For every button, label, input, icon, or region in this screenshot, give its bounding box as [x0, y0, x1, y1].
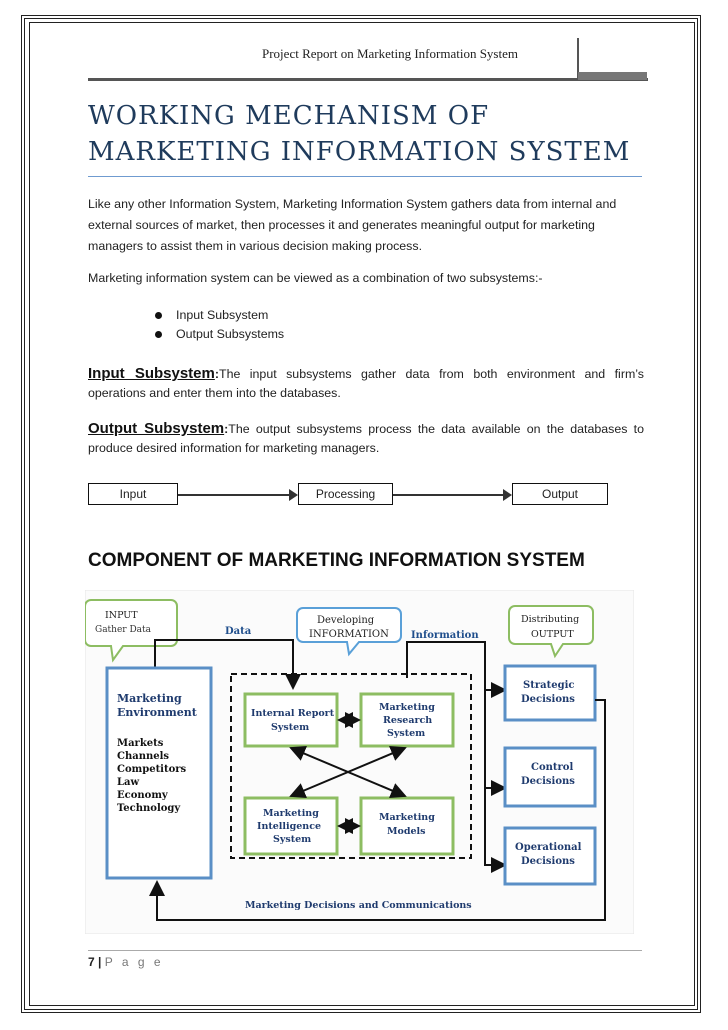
svg-text:Technology: Technology	[117, 803, 181, 814]
svg-text:Economy: Economy	[117, 790, 168, 801]
flow-input-box: Input	[88, 483, 178, 505]
svg-text:Operational: Operational	[515, 842, 582, 853]
list-item: Output Subsystems	[155, 325, 284, 344]
svg-text:System: System	[273, 834, 312, 845]
svg-text:Law: Law	[117, 777, 140, 788]
svg-text:INPUT: INPUT	[105, 610, 138, 621]
running-header: Project Report on Marketing Information System	[262, 46, 518, 61]
mis-component-diagram	[85, 590, 634, 934]
svg-text:System: System	[271, 722, 310, 733]
output-subsystem-text: The output subsystems process the data available on the databases to produce desired information for marketing managers.	[88, 422, 644, 455]
page-title	[88, 98, 648, 170]
svg-text:Marketing: Marketing	[379, 702, 435, 713]
decisions-communications-label: Marketing Decisions and Communications	[245, 900, 472, 911]
output-subsystem-paragraph: Output Subsystem:The output subsystems process the data available on the databases to produce desired information for marketing managers.	[88, 420, 644, 455]
output-subsystem-heading: Output Subsystem	[88, 420, 225, 437]
svg-text:Markets: Markets	[117, 738, 164, 749]
svg-text:Strategic: Strategic	[523, 680, 575, 691]
control-decisions-box	[505, 748, 595, 806]
svg-text:Decisions: Decisions	[521, 694, 575, 705]
svg-text:Gather Data: Gather Data	[95, 625, 152, 635]
component-heading: COMPONENT OF MARKETING INFORMATION SYSTEM	[88, 550, 585, 571]
page-label: P a g e	[104, 955, 164, 969]
svg-text:Distributing: Distributing	[521, 614, 580, 625]
list-item: Input Subsystem	[155, 306, 284, 325]
svg-text:Marketing: Marketing	[263, 808, 319, 819]
svg-text:Environment: Environment	[117, 706, 197, 719]
page-footer	[88, 955, 164, 969]
marketing-research-system-box	[361, 694, 453, 746]
subsystem-list	[155, 306, 284, 344]
svg-text:Intelligence: Intelligence	[257, 821, 322, 832]
svg-text:Decisions: Decisions	[521, 776, 575, 787]
flow-arrow-1	[178, 494, 296, 496]
input-subsystem-paragraph: Input Subsystem:The input subsystems gather data from both environment and firm’s operations and enter them into the databases.	[88, 365, 644, 400]
svg-text:Channels: Channels	[117, 751, 170, 762]
title-line-1: WORKING MECHANISM OF	[88, 101, 490, 131]
information-label: Information	[411, 630, 479, 641]
svg-text:Research: Research	[383, 715, 433, 726]
footer-rule	[88, 950, 642, 951]
svg-text:INFORMATION: INFORMATION	[309, 629, 389, 640]
svg-text:OUTPUT: OUTPUT	[531, 629, 574, 640]
footer-separator: |	[98, 955, 102, 969]
header-rule-accent	[578, 72, 647, 80]
page-number: 7	[88, 955, 95, 969]
svg-text:Developing: Developing	[317, 615, 375, 626]
flow-output-box: Output	[512, 483, 608, 505]
flow-arrow-2	[393, 494, 510, 496]
flow-processing-box: Processing	[298, 483, 393, 505]
svg-text:Competitors: Competitors	[117, 764, 187, 775]
operational-decisions-box	[505, 828, 595, 884]
input-subsystem-text: The input subsystems gather data from both environment and firm’s operations and enter them into the databases.	[88, 367, 644, 400]
svg-text:Marketing: Marketing	[379, 812, 435, 823]
svg-text:Decisions: Decisions	[521, 856, 575, 867]
marketing-environment-box	[107, 668, 211, 878]
svg-text:Control: Control	[531, 762, 574, 773]
title-line-2: MARKETING INFORMATION SYSTEM	[88, 137, 631, 167]
strategic-decisions-box	[505, 666, 595, 720]
svg-text:Internal Report: Internal Report	[251, 708, 335, 719]
header-rule	[88, 78, 648, 81]
svg-text:Marketing: Marketing	[117, 692, 182, 705]
marketing-intelligence-system-box	[245, 798, 337, 854]
bullet-icon	[155, 331, 162, 338]
data-label: Data	[225, 626, 252, 637]
intro-paragraph: Like any other Information System, Marketing Information System gathers data from internal and external sources of market, then processes it and generates meaningful output for marketing managers to assist them in various decision making process.	[88, 197, 617, 253]
title-rule	[88, 176, 642, 177]
bullet-icon	[155, 312, 162, 319]
combination-paragraph: Marketing information system can be viewed as a combination of two subsystems:-	[88, 271, 543, 285]
svg-text:System: System	[387, 728, 426, 739]
svg-text:Models: Models	[387, 826, 426, 837]
input-subsystem-heading: Input Subsystem	[88, 365, 215, 382]
internal-report-system-box	[245, 694, 337, 746]
marketing-models-box	[361, 798, 453, 854]
